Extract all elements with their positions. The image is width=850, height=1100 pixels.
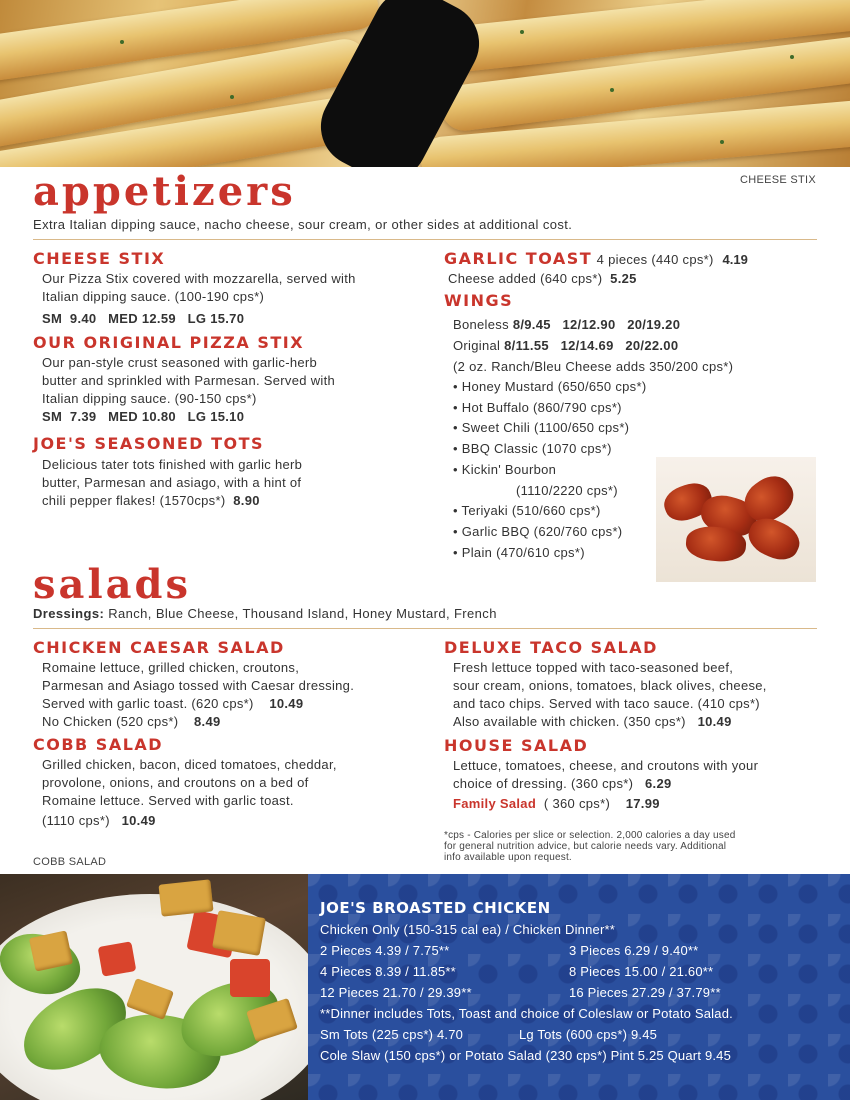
wings-boneless-label: Boneless — [453, 317, 509, 332]
divider — [33, 628, 817, 629]
item-price: 10.49 — [121, 813, 156, 828]
broasted-chicken-panel — [308, 874, 850, 1100]
item-description: chili pepper flakes! (1570cps*) — [42, 493, 226, 508]
item-price: 10.49 — [697, 714, 732, 729]
item-title: DELUXE TACO SALAD — [444, 638, 658, 657]
item-description-with-price — [444, 775, 824, 793]
item-description-with-price — [33, 812, 438, 830]
family-salad-detail: ( 360 cps*) — [543, 796, 611, 811]
wing-flavor: • Hot Buffalo (860/790 cps*) — [453, 399, 622, 415]
item-price: 10.49 — [269, 696, 304, 711]
cheese-stix-photo — [0, 0, 850, 167]
chicken-price-row: 2 Pieces 4.39 / 7.75** — [320, 943, 450, 958]
item-description: Our Pizza Stix covered with mozzarella, served with — [42, 271, 356, 286]
item-description-with-price — [444, 713, 824, 731]
family-salad-row — [444, 795, 824, 813]
item-description: Grilled chicken, bacon, diced tomatoes, cheddar, — [42, 757, 337, 772]
wing-flavor: • Teriyaki (510/660 cps*) — [453, 503, 601, 519]
chicken-price-row: 3 Pieces 6.29 / 9.40** — [569, 943, 699, 958]
wings-boneless-prices: 8/9.45 12/12.90 20/19.20 — [512, 317, 681, 332]
sides-line: Cole Slaw (150 cps*) or Potato Salad (230 cps*) Pint 5.25 Quart 9.45 — [320, 1048, 732, 1063]
wing-flavor: • Kickin' Bourbon — [453, 461, 557, 477]
item-description: Served with garlic toast. (620 cps*) — [42, 696, 254, 711]
item-description-with-price — [33, 492, 433, 510]
wing-flavor: • Sweet Chili (1100/650 cps*) — [453, 420, 630, 436]
item-description: No Chicken (520 cps*) — [42, 714, 179, 729]
item-title: HOUSE SALAD — [444, 736, 589, 755]
item-description: Romaine lettuce, grilled chicken, croutons, — [42, 660, 300, 675]
lg-tots-line: Lg Tots (600 cps*) 9.45 — [519, 1027, 658, 1042]
item-prices: SM 7.39 MED 10.80 LG 15.10 — [42, 409, 245, 424]
divider — [33, 239, 817, 240]
footnote-line: *cps - Calories per slice or selection. 2,000 calories a day used — [444, 830, 736, 841]
wings-original-row — [444, 335, 824, 356]
chicken-price-row: 16 Pieces 27.29 / 37.79** — [569, 985, 721, 1000]
item-title: GARLIC TOAST — [444, 249, 593, 268]
item-description: Romaine lettuce. Served with garlic toast. — [42, 793, 294, 808]
item-price: 4.19 — [722, 252, 748, 267]
item-description: Italian dipping sauce. (100-190 cps*) — [42, 289, 265, 304]
salads-heading: salads — [33, 561, 192, 608]
item-description: provolone, onions, and croutons on a bed of — [42, 775, 309, 790]
chicken-title: JOE'S BROASTED CHICKEN — [320, 899, 551, 917]
item-description-with-price — [33, 713, 438, 731]
item-prices: SM 9.40 MED 12.59 LG 15.70 — [42, 311, 245, 326]
item-description: Parmesan and Asiago tossed with Caesar dressing. — [42, 678, 355, 693]
item-description-with-price — [444, 270, 824, 288]
wing-flavor-calories: (1110/2220 cps*) — [516, 482, 618, 498]
dressings-list: Ranch, Blue Cheese, Thousand Island, Honey Mustard, French — [108, 606, 497, 621]
salads-left-column — [33, 638, 438, 830]
item-description-with-price — [33, 695, 438, 713]
wing-flavor: • Plain (470/610 cps*) — [453, 544, 585, 560]
item-description: Also available with chicken. (350 cps*) — [453, 714, 686, 729]
item-title: CHEESE STIX — [33, 249, 166, 268]
footnote-line: info available upon request. — [444, 852, 572, 863]
item-description: Fresh lettuce topped with taco-seasoned beef, — [453, 660, 734, 675]
appetizers-heading: appetizers — [33, 168, 296, 215]
dinner-note: **Dinner includes Tots, Toast and choice of Coleslaw or Potato Salad. — [320, 1006, 733, 1021]
cobb-salad-photo — [0, 874, 308, 1100]
item-description: Lettuce, tomatoes, cheese, and croutons with your — [453, 758, 759, 773]
wings-photo — [656, 457, 816, 582]
item-price: 8.90 — [233, 493, 260, 508]
wings-original-label: Original — [453, 338, 501, 353]
calorie-footnote — [444, 830, 824, 863]
wings-boneless-row — [444, 314, 824, 335]
item-description: Cheese added (640 cps*) — [448, 271, 603, 286]
chicken-price-row: 8 Pieces 15.00 / 21.60** — [569, 964, 714, 979]
family-salad-label: Family Salad — [453, 796, 537, 811]
chicken-price-row: 4 Pieces 8.39 / 11.85** — [320, 964, 456, 979]
dressings-label: Dressings: — [33, 606, 105, 621]
dressings-line — [33, 606, 497, 621]
photo-caption: CHEESE STIX — [740, 174, 817, 186]
garlic-toast-row — [444, 249, 824, 270]
salads-right-column — [444, 638, 824, 813]
item-price: 5.25 — [610, 271, 637, 286]
wings-original-prices: 8/11.55 12/14.69 20/22.00 — [504, 338, 679, 353]
footnote-line: for general nutrition advice, but calorie needs vary. Additional — [444, 841, 727, 852]
item-description: Our pan-style crust seasoned with garlic-herb — [42, 355, 318, 370]
item-price: 6.29 — [645, 776, 672, 791]
item-description: and taco chips. Served with taco sauce. (410 cps*) — [453, 696, 760, 711]
item-title: OUR ORIGINAL PIZZA STIX — [33, 333, 305, 352]
sm-tots-line: Sm Tots (225 cps*) 4.70 — [320, 1027, 464, 1042]
item-description: butter, Parmesan and asiago, with a hint of — [42, 475, 302, 490]
item-description: choice of dressing. (360 cps*) — [453, 776, 634, 791]
wings-dip-note: (2 oz. Ranch/Bleu Cheese adds 350/200 cps*) — [453, 359, 734, 374]
item-detail: 4 pieces (440 cps*) — [596, 252, 714, 267]
wing-flavor: • BBQ Classic (1070 cps*) — [453, 441, 612, 457]
chicken-price-row: 12 Pieces 21.70 / 29.39** — [320, 985, 472, 1000]
item-title: WINGS — [444, 291, 514, 310]
item-description: butter and sprinkled with Parmesan. Served with — [42, 373, 336, 388]
item-title: JOE'S SEASONED TOTS — [33, 434, 265, 453]
item-description: Delicious tater tots finished with garlic herb — [42, 457, 303, 472]
item-description: sour cream, onions, tomatoes, black olives, cheese, — [453, 678, 767, 693]
item-description: Italian dipping sauce. (90-150 cps*) — [42, 391, 257, 406]
appetizers-subtitle: Extra Italian dipping sauce, nacho cheese, sour cream, or other sides at additional cost. — [33, 217, 573, 232]
family-salad-price: 17.99 — [625, 796, 660, 811]
item-price: 8.49 — [194, 714, 221, 729]
chicken-subtitle: Chicken Only (150-315 cal ea) / Chicken Dinner** — [320, 922, 616, 937]
wing-flavor: • Garlic BBQ (620/760 cps*) — [453, 523, 623, 539]
appetizers-left-column — [33, 249, 433, 510]
item-title: COBB SALAD — [33, 735, 164, 754]
item-title: CHICKEN CAESAR SALAD — [33, 638, 285, 657]
photo-caption: COBB SALAD — [33, 856, 107, 868]
item-description: (1110 cps*) — [42, 813, 110, 828]
wing-flavor: • Honey Mustard (650/650 cps*) — [453, 379, 647, 394]
